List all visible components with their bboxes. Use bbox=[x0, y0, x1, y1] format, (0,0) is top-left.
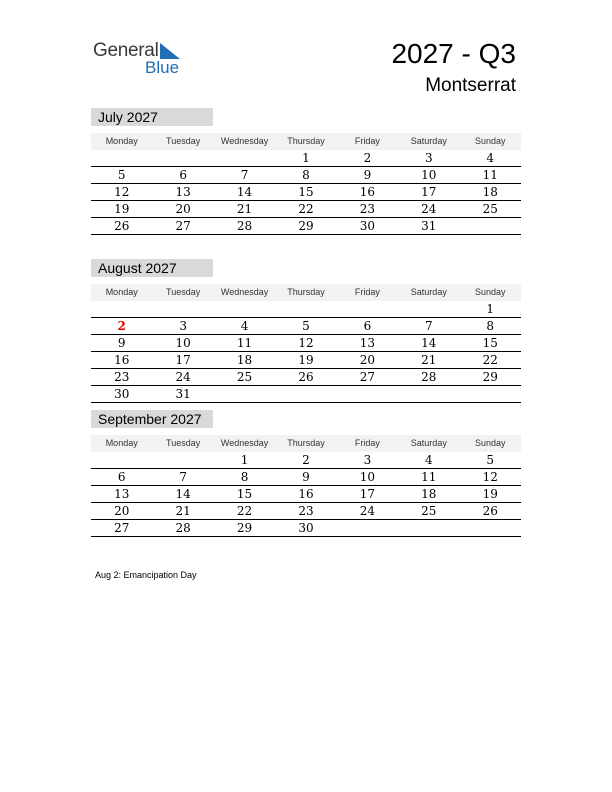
day-cell: 16 bbox=[114, 353, 130, 367]
day-cell: 31 bbox=[175, 387, 191, 401]
day-cell: 27 bbox=[175, 219, 191, 233]
day-cell: 28 bbox=[236, 219, 253, 233]
weekday-label: Friday bbox=[354, 287, 380, 297]
day-cell: 24 bbox=[359, 504, 376, 518]
day-cell: 5 bbox=[117, 168, 126, 182]
month-title: July 2027 bbox=[91, 108, 213, 126]
week-row bbox=[91, 469, 521, 486]
day-cell: 29 bbox=[236, 521, 253, 535]
day-cell bbox=[152, 150, 213, 166]
day-cell: 20 bbox=[175, 202, 191, 216]
holiday-note: Aug 2: Emancipation Day bbox=[95, 570, 197, 580]
logo-blue-text: Blue bbox=[145, 58, 180, 77]
day-cell: 4 bbox=[240, 319, 249, 333]
day-cell bbox=[398, 386, 459, 402]
weekday-label: Friday bbox=[354, 136, 380, 146]
day-cell: 24 bbox=[175, 370, 191, 384]
day-cell: 6 bbox=[363, 319, 372, 333]
day-cell: 22 bbox=[236, 504, 253, 518]
day-cell bbox=[398, 520, 459, 536]
week-row bbox=[91, 452, 521, 469]
day-cell: 9 bbox=[302, 470, 310, 484]
week-row bbox=[91, 167, 521, 184]
weekday-label: Sunday bbox=[474, 438, 506, 448]
week-row bbox=[91, 335, 521, 352]
day-cell: 17 bbox=[359, 487, 376, 501]
day-cell: 18 bbox=[421, 487, 437, 501]
week-row bbox=[91, 318, 521, 335]
day-cell: 12 bbox=[298, 336, 314, 350]
day-cell: 1 bbox=[240, 453, 249, 467]
logo-general-text: General bbox=[93, 40, 159, 61]
day-cell: 10 bbox=[359, 470, 376, 484]
week-row bbox=[91, 150, 521, 167]
weekday-label: Saturday bbox=[410, 287, 447, 297]
day-cell: 15 bbox=[236, 487, 253, 501]
day-cell bbox=[91, 301, 152, 317]
month-weeks bbox=[91, 452, 521, 537]
day-cell bbox=[337, 520, 398, 536]
day-cell: 4 bbox=[486, 151, 495, 165]
day-cell: 14 bbox=[236, 185, 253, 199]
day-cell: 3 bbox=[363, 453, 372, 467]
month-weeks bbox=[91, 150, 521, 235]
day-cell: 23 bbox=[298, 504, 314, 518]
weekday-label: Wednesday bbox=[220, 287, 269, 297]
day-cell: 24 bbox=[421, 202, 437, 216]
generalblue-logo bbox=[93, 40, 193, 80]
weekday-label: Tuesday bbox=[166, 438, 201, 448]
weekday-label: Monday bbox=[105, 136, 138, 146]
day-cell: 17 bbox=[421, 185, 437, 199]
day-cell: 19 bbox=[482, 487, 498, 501]
weekday-label: Thursday bbox=[287, 438, 325, 448]
day-cell: 7 bbox=[240, 168, 249, 182]
day-cell: 11 bbox=[482, 168, 498, 182]
day-cell: 19 bbox=[114, 202, 130, 216]
day-cell: 5 bbox=[486, 453, 495, 467]
weekday-label: Tuesday bbox=[166, 136, 201, 146]
week-row bbox=[91, 520, 521, 537]
day-cell bbox=[91, 452, 152, 468]
day-cell: 30 bbox=[114, 387, 130, 401]
week-row bbox=[91, 201, 521, 218]
day-cell: 27 bbox=[359, 370, 376, 384]
day-cell: 1 bbox=[486, 302, 495, 316]
day-cell bbox=[275, 301, 336, 317]
day-cell bbox=[214, 301, 275, 317]
day-cell: 20 bbox=[359, 353, 376, 367]
month-title: August 2027 bbox=[91, 259, 213, 277]
day-cell: 7 bbox=[425, 319, 433, 333]
week-row bbox=[91, 301, 521, 318]
day-cell: 17 bbox=[175, 353, 191, 367]
day-cell: 9 bbox=[363, 168, 372, 182]
day-cell: 28 bbox=[421, 370, 437, 384]
day-cell bbox=[337, 301, 398, 317]
day-cell: 18 bbox=[236, 353, 253, 367]
page-title: 2027 - Q3 bbox=[391, 38, 516, 69]
week-row bbox=[91, 369, 521, 386]
month-august bbox=[91, 259, 521, 403]
day-cell: 20 bbox=[114, 504, 130, 518]
week-row bbox=[91, 386, 521, 403]
day-cell: 29 bbox=[298, 219, 314, 233]
weekday-label: Saturday bbox=[410, 136, 447, 146]
day-cell: 25 bbox=[421, 504, 437, 518]
day-cell: 25 bbox=[236, 370, 253, 384]
day-cell: 4 bbox=[425, 453, 433, 467]
weekday-label: Friday bbox=[354, 438, 380, 448]
day-cell: 22 bbox=[298, 202, 314, 216]
day-cell: 11 bbox=[236, 336, 253, 350]
day-cell: 3 bbox=[179, 319, 187, 333]
day-cell bbox=[460, 218, 521, 234]
day-cell: 2 bbox=[302, 453, 310, 467]
day-cell: 5 bbox=[302, 319, 310, 333]
day-cell: 14 bbox=[421, 336, 437, 350]
month-july bbox=[91, 108, 521, 235]
day-cell: 19 bbox=[298, 353, 314, 367]
day-cell: 8 bbox=[486, 319, 495, 333]
week-row bbox=[91, 218, 521, 235]
day-cell: 23 bbox=[359, 202, 376, 216]
holiday-day-cell: 2 bbox=[117, 319, 126, 333]
weekday-label: Monday bbox=[105, 438, 138, 448]
day-cell: 10 bbox=[175, 336, 191, 350]
logo-triangle-icon bbox=[160, 43, 180, 59]
day-cell: 29 bbox=[482, 370, 498, 384]
day-cell: 27 bbox=[114, 521, 130, 535]
weekday-label: Wednesday bbox=[220, 438, 269, 448]
weekday-header-row bbox=[91, 284, 521, 301]
day-cell bbox=[398, 301, 459, 317]
day-cell: 11 bbox=[421, 470, 437, 484]
week-row bbox=[91, 503, 521, 520]
day-cell bbox=[460, 520, 521, 536]
day-cell: 26 bbox=[298, 370, 314, 384]
day-cell: 16 bbox=[298, 487, 314, 501]
day-cell: 1 bbox=[302, 151, 310, 165]
week-row bbox=[91, 184, 521, 201]
day-cell bbox=[152, 301, 213, 317]
day-cell: 6 bbox=[179, 168, 187, 182]
weekday-label: Wednesday bbox=[220, 136, 269, 146]
weekday-label: Thursday bbox=[287, 287, 325, 297]
weekday-header-row bbox=[91, 435, 521, 452]
day-cell: 7 bbox=[179, 470, 187, 484]
day-cell: 13 bbox=[114, 487, 130, 501]
day-cell bbox=[152, 452, 213, 468]
weekday-label: Monday bbox=[105, 287, 138, 297]
weekday-label: Sunday bbox=[474, 136, 506, 146]
day-cell: 26 bbox=[482, 504, 498, 518]
day-cell: 21 bbox=[175, 504, 191, 518]
country-name: Montserrat bbox=[425, 75, 516, 96]
day-cell: 9 bbox=[117, 336, 126, 350]
day-cell bbox=[91, 150, 152, 166]
day-cell: 26 bbox=[114, 219, 130, 233]
day-cell: 23 bbox=[114, 370, 130, 384]
day-cell: 6 bbox=[117, 470, 126, 484]
day-cell bbox=[337, 386, 398, 402]
month-weeks bbox=[91, 301, 521, 403]
day-cell: 21 bbox=[236, 202, 253, 216]
day-cell: 10 bbox=[421, 168, 437, 182]
day-cell: 12 bbox=[114, 185, 130, 199]
day-cell: 18 bbox=[482, 185, 498, 199]
day-cell bbox=[460, 386, 521, 402]
day-cell: 8 bbox=[240, 470, 249, 484]
weekday-label: Thursday bbox=[287, 136, 325, 146]
day-cell: 14 bbox=[175, 487, 191, 501]
day-cell bbox=[275, 386, 336, 402]
day-cell: 13 bbox=[175, 185, 191, 199]
day-cell: 28 bbox=[175, 521, 191, 535]
day-cell: 15 bbox=[298, 185, 314, 199]
day-cell: 21 bbox=[421, 353, 437, 367]
day-cell: 22 bbox=[482, 353, 498, 367]
day-cell: 30 bbox=[359, 219, 376, 233]
day-cell: 2 bbox=[363, 151, 372, 165]
day-cell: 3 bbox=[425, 151, 433, 165]
month-title: September 2027 bbox=[91, 410, 213, 428]
day-cell: 31 bbox=[421, 219, 437, 233]
weekday-label: Tuesday bbox=[166, 287, 201, 297]
month-september bbox=[91, 410, 521, 537]
weekday-label: Sunday bbox=[474, 287, 506, 297]
day-cell: 25 bbox=[482, 202, 498, 216]
weekday-label: Saturday bbox=[410, 438, 447, 448]
day-cell: 16 bbox=[359, 185, 376, 199]
day-cell bbox=[214, 386, 275, 402]
day-cell: 15 bbox=[482, 336, 498, 350]
day-cell bbox=[214, 150, 275, 166]
week-row bbox=[91, 352, 521, 369]
day-cell: 8 bbox=[302, 168, 310, 182]
weekday-header-row bbox=[91, 133, 521, 150]
week-row bbox=[91, 486, 521, 503]
day-cell: 13 bbox=[359, 336, 376, 350]
day-cell: 30 bbox=[298, 521, 314, 535]
day-cell: 12 bbox=[482, 470, 498, 484]
